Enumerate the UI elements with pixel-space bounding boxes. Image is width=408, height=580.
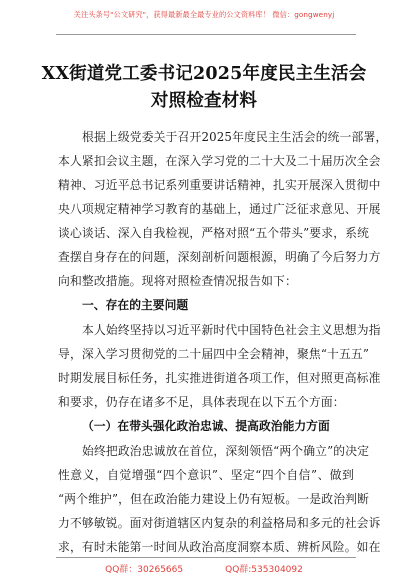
section1-line-3: 时期发展目标任务，扎实推进街道各项工作，但对照更高标准 bbox=[58, 371, 381, 385]
intro-line-4: 央八项规定精神学习教育的基础上，通过广泛征求意见、开展 bbox=[58, 202, 381, 216]
intro-line-5: 谈心谈话、深入自我检视，严格对照“五个带头”要求，系统 bbox=[58, 226, 370, 240]
header-rule bbox=[56, 34, 356, 35]
intro-line-1: 根据上级党委关于召开2025年度民主生活会的统一部署， bbox=[82, 130, 388, 144]
footer-qq-group-1: QQ群：30265665 bbox=[105, 565, 184, 575]
intro-line-2: 本人紧扣会议主题，在深入学习党的二十大及二十届历次全会 bbox=[58, 154, 381, 168]
intro-line-6: 查摆自身存在的问题，深刻剖析问题根源，明确了今后努力方 bbox=[58, 250, 381, 264]
footer bbox=[0, 562, 408, 575]
intro-line-7: 向和整改措施。现将对照检查情况报告如下： bbox=[58, 274, 297, 288]
subsection1-line-5: 求，有时未能第一时间从政治高度洞察本质、辨析风险。如在 bbox=[58, 540, 381, 554]
footer-rule bbox=[56, 557, 356, 558]
section1-line-4: 和要求，仍存在诸多不足，具体表现在以下五个方面： bbox=[58, 395, 345, 409]
section1-line-1: 本人始终坚持以习近平新时代中国特色社会主义思想为指 bbox=[82, 323, 381, 337]
document-title-line-2: 对照检查材料 bbox=[150, 91, 258, 111]
subsection1-line-3: “两个维护”，但在政治能力建设上仍有短板。一是政治判断 bbox=[58, 492, 370, 506]
document-title-line-1: XX街道党工委书记2025年度民主生活会 bbox=[41, 64, 367, 84]
subsection1-line-4: 力不够敏锐。面对街道辖区内复杂的利益格局和多元的社会诉 bbox=[58, 516, 381, 530]
subsection-heading-1: （一）在带头强化政治忠诚、提高政治能力方面 bbox=[82, 419, 330, 433]
intro-line-3: 精神、习近平总书记系列重要讲话精神，扎实开展深入贯彻中 bbox=[58, 178, 381, 192]
subsection1-line-1: 始终把政治忠诚放在首位，深刻领悟“两个确立”的决定 bbox=[82, 444, 370, 458]
section-heading-1: 一、存在的主要问题 bbox=[82, 298, 189, 312]
header-banner: 关注头条号"公文研究"，获得最新最全最专业的公文资料库！ 微信：gongwenyj bbox=[73, 10, 335, 19]
subsection1-line-2: 性意义，自觉增强“四个意识”、坚定“四个自信”、做到 bbox=[58, 468, 354, 482]
section1-line-2: 导，深入学习贯彻党的二十届四中全会精神，聚焦“十五五” bbox=[58, 347, 370, 361]
footer-qq-group-2: QQ群:535304092 bbox=[225, 565, 303, 575]
